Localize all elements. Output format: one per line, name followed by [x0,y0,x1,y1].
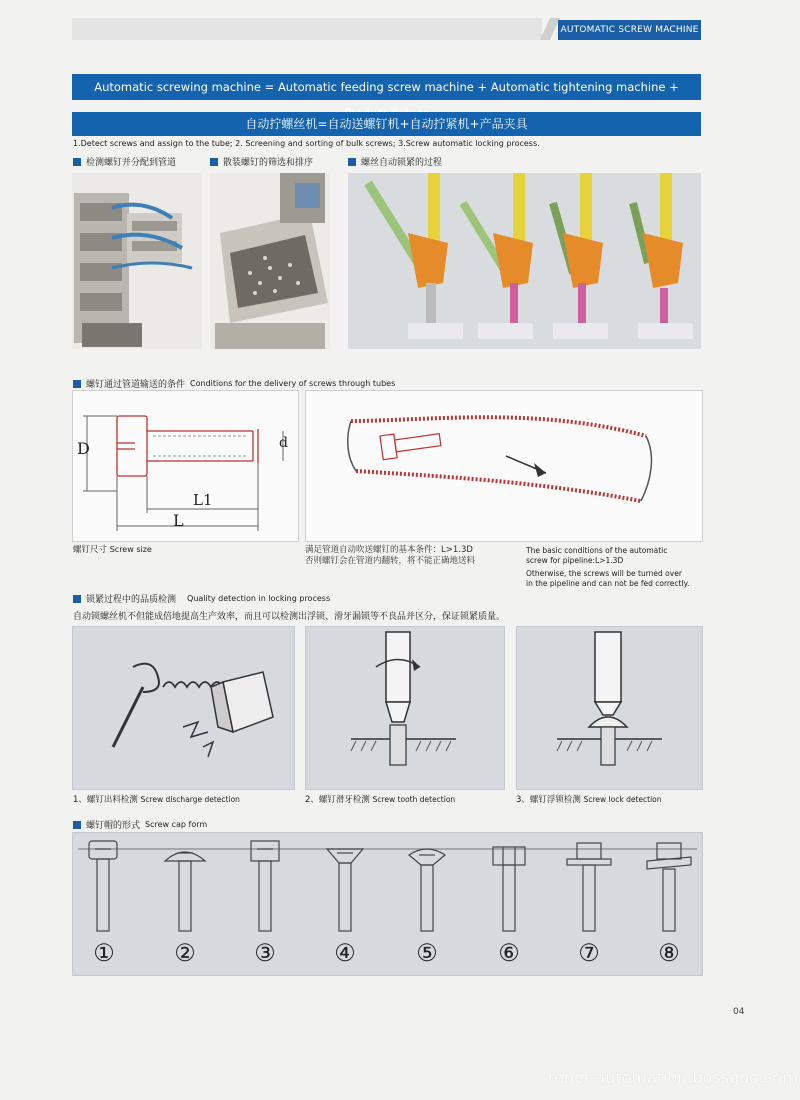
tooth-detection-illustration [305,626,505,790]
screw-size-diagram [72,390,299,542]
photo-screw-detection [72,173,202,349]
photo-screw-sorting [210,173,330,349]
quality-label-2: 2、螺钉滑牙检测 Screw tooth detection [305,795,456,805]
process-steps: 1.Detect screws and assign to the tube; 2. Screening and sorting of bulk screws; 3.Screw automatic locking process. [73,139,540,148]
bullet-icon [73,821,81,829]
quality-description: 自动锁螺丝机不但能成倍地提高生产效率，而且可以检测出浮锁、滑牙漏锁等不良品并区分，保证锁紧质量。 [73,612,506,622]
bullet-icon [348,158,356,166]
photo-caption-3: 螺丝自动锁紧的过程 [348,155,442,168]
dim-L1: L1 [193,491,213,509]
cap-number-7: ⑦ [578,939,600,967]
delivery-note-en: The basic conditions of the automatic screw for pipeline:L>1.3D Otherwise, the screws will be turned over in the pipeline and can not be fed correctly. [526,546,690,588]
section-heading-caps: 螺钉帽的形式 Screw cap form [73,818,207,831]
cap-number-5: ⑤ [416,939,438,967]
cap-number-4: ④ [334,939,356,967]
quality-label-3: 3、螺钉浮锁检测 Screw lock detection [516,795,662,805]
discharge-detection-illustration [72,626,295,790]
quality-label-1: 1、螺钉出料检测 Screw discharge detection [73,795,240,805]
banner-english: Automatic screwing machine = Automatic feeding screw machine + Automatic tightening machine + [72,74,701,100]
bullet-icon [73,380,81,388]
screw-cap-forms-panel [72,832,703,976]
delivery-note-cn: 满足管道自动吹送螺钉的基本条件：L>1.3D 否则螺钉会在管道内翻转，将不能正确地送料 [305,545,476,566]
header-tag: AUTOMATIC SCREW MACHINE [558,20,701,40]
header-bar [72,18,542,40]
cap-number-2: ② [174,939,196,967]
dim-d: d [279,435,288,451]
lock-detection-illustration [516,626,703,790]
bullet-icon [73,595,81,603]
cap-number-1: ① [93,939,115,967]
section-heading-quality: 锁紧过程中的品质检测 Quality detection in locking process [73,592,330,605]
photo-caption-1: 检测螺钉并分配到管道 [73,155,176,168]
dim-D: D [77,439,90,458]
cap-number-3: ③ [254,939,276,967]
tube-diagram [305,390,703,542]
screw-size-label: 螺钉尺寸 Screw size [73,545,152,555]
bullet-icon [210,158,218,166]
dim-L: L [173,511,184,530]
page-number: 04 [733,1007,745,1017]
bullet-icon [73,158,81,166]
watermark: rener-automation.bossgoo.com [548,1068,798,1087]
photo-locking-process [348,173,701,349]
banner-chinese: 自动拧螺丝机=自动送螺钉机+自动拧紧机+产品夹具 [72,112,701,136]
photo-caption-2: 散装螺钉的筛选和排序 [210,155,313,168]
section-heading-delivery: 螺钉通过管道输送的条件 Conditions for the delivery of screws through tubes [73,377,395,390]
cap-number-6: ⑥ [498,939,520,967]
cap-number-8: ⑧ [658,939,680,967]
